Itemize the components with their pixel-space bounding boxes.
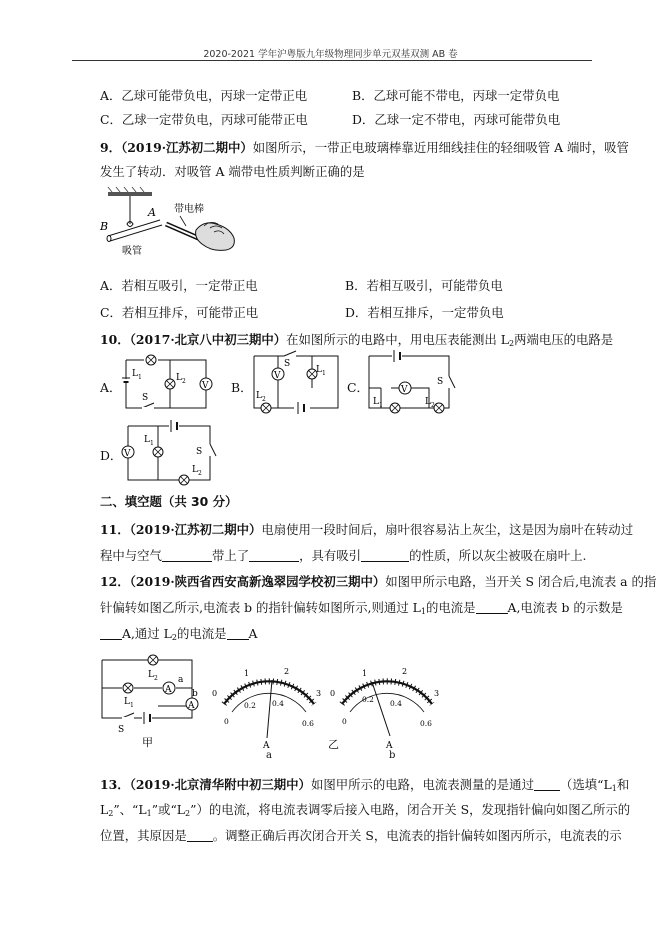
q12-meter-a <box>210 664 325 751</box>
svg-text:1: 1 <box>322 370 326 377</box>
q11-source: （2019·江苏初二期中） <box>129 522 262 537</box>
q9-stem-line1 <box>100 138 629 156</box>
svg-text:b: b <box>192 689 198 699</box>
q12-text-b: 的电流是 <box>425 600 476 615</box>
svg-text:0.2: 0.2 <box>362 695 374 704</box>
q11-blank-2[interactable] <box>249 549 299 562</box>
lamp-l1 <box>390 403 400 413</box>
svg-text:L: L <box>256 391 262 401</box>
q13-text-d: L <box>100 802 109 817</box>
q10-circuit-a <box>120 350 220 414</box>
voltmeter <box>399 382 411 395</box>
q10-label-d: D． <box>100 448 123 463</box>
q11-text-b: 带上了 <box>211 548 250 563</box>
svg-text:S: S <box>142 393 149 403</box>
svg-text:1: 1 <box>138 374 142 381</box>
switch-s <box>142 403 154 409</box>
lamp-l2 <box>261 403 271 413</box>
svg-text:V: V <box>274 371 281 381</box>
q10-circuit-d <box>118 418 218 484</box>
svg-text:a: a <box>178 675 184 685</box>
switch-s <box>209 444 216 456</box>
q13-text-a: 如图甲所示的电路，电流表测量的是通过 <box>310 777 534 792</box>
q11-text-d: 的性质，所以灰尘被吸在扇叶上. <box>409 548 587 563</box>
q11-stem-line1 <box>100 520 633 538</box>
q12-stem-line2 <box>100 598 623 616</box>
q10-label-b: B． <box>231 380 253 395</box>
svg-text:0: 0 <box>342 717 347 726</box>
lamp-l2 <box>148 655 158 665</box>
q12-text-c: A,电流表 b 的示数是 <box>507 600 623 615</box>
q10-circuit-b <box>250 350 342 414</box>
battery <box>169 420 179 432</box>
q9-number: 9． <box>100 140 122 155</box>
label-jia: 甲 <box>142 736 153 749</box>
q12-stem-line3 <box>100 624 257 642</box>
lamp-l2 <box>434 403 444 413</box>
svg-text:2: 2 <box>284 667 290 676</box>
q13-text-e: ”、“L <box>113 802 147 817</box>
meter-b-label: b <box>389 750 396 761</box>
svg-text:1: 1 <box>130 702 134 709</box>
straw <box>107 220 162 242</box>
svg-text:L: L <box>373 397 379 407</box>
ammeter-b <box>186 698 198 711</box>
svg-text:L: L <box>148 670 154 680</box>
svg-text:L: L <box>316 365 322 375</box>
q13-number: 13． <box>100 777 130 792</box>
q10-number: 10． <box>100 332 130 347</box>
svg-text:S: S <box>437 377 444 387</box>
q8-option-c: C．乙球一定带负电，丙球可能带正电 <box>100 112 308 127</box>
q9-option-d: D．若相互排斥，一定带负电 <box>345 305 504 320</box>
q12-blank-1[interactable] <box>476 601 508 614</box>
meter-a-label: a <box>266 750 272 761</box>
q12-text-e: 的电流是 <box>176 626 227 641</box>
q10-circuit-c <box>365 348 455 414</box>
label-rod: 带电棒 <box>174 204 204 215</box>
svg-text:A: A <box>188 701 195 711</box>
svg-text:L: L <box>192 465 198 475</box>
q10-stem <box>100 330 613 348</box>
section2-title: 二、填空题（共 30 分） <box>100 494 238 509</box>
svg-text:V: V <box>124 449 131 459</box>
q9-source: （2019·江苏初二期中） <box>121 140 253 155</box>
svg-text:0.4: 0.4 <box>390 699 402 708</box>
q10-label-a: A． <box>100 380 122 395</box>
svg-text:1: 1 <box>379 402 383 409</box>
svg-text:V: V <box>401 385 408 395</box>
svg-text:L: L <box>144 435 150 445</box>
svg-text:2: 2 <box>402 667 408 676</box>
q12-meter-b <box>328 664 443 751</box>
label-straw: 吸管 <box>122 246 142 257</box>
battery <box>392 350 402 362</box>
label-b: B <box>100 220 109 233</box>
q13-text-i: 。调整正确后再次闭合开关 S，电流表的指针偏转如图丙所示，电流表的示 <box>212 828 622 843</box>
q11-text-c: ，具有吸引 <box>299 548 362 563</box>
svg-text:0.6: 0.6 <box>302 719 314 728</box>
svg-text:0: 0 <box>224 717 229 726</box>
label-a: A <box>148 206 156 219</box>
q9-option-c: C．若相互排斥，可能带正电 <box>100 305 259 320</box>
svg-text:A: A <box>263 741 270 751</box>
q11-text-a: 程中与空气 <box>100 548 162 563</box>
q9-figure <box>100 190 260 260</box>
header-rule <box>72 60 592 61</box>
q13-stem-line3 <box>100 826 622 844</box>
svg-text:S: S <box>196 447 203 457</box>
svg-text:A: A <box>165 685 172 695</box>
svg-text:L: L <box>132 369 138 379</box>
q8-option-d: D．乙球一定不带电，丙球可能带负电 <box>352 112 561 127</box>
q13-text-g: ”）的电流，将电流表调零后接入电路，闭合开关 S，发现指针偏向如图乙所示的 <box>190 802 631 817</box>
q13-stem-line2: $L_2$”、“$L_1$”或“$L_2$”）的电流，将电流表调零后接入电路，闭合开关 S，发现指针偏向如图乙所示的 <box>100 802 631 818</box>
q12-stem-text: 如图甲所示电路，当开关 S 闭合后,电流表 a 的指 <box>385 574 657 589</box>
q12-text-d: A,通过 L <box>122 626 172 641</box>
svg-text:S: S <box>118 725 125 735</box>
voltmeter <box>272 368 284 381</box>
battery <box>142 712 152 724</box>
lamp-l2 <box>179 475 189 485</box>
needle <box>267 680 272 738</box>
svg-text:2: 2 <box>262 396 266 403</box>
q12-sub-1: 1 <box>420 607 426 616</box>
svg-text:L: L <box>176 373 182 383</box>
battery <box>295 402 309 414</box>
svg-text:1: 1 <box>244 669 250 678</box>
q13-stem-line1: 13．（2019·北京清华附中初三期中）如图甲所示的电路，电流表测量的是通过 （选填“$L_1$和 <box>100 777 630 793</box>
svg-text:0: 0 <box>330 689 336 698</box>
q12-figure-jia <box>100 650 210 750</box>
q10-stem-pre: 在如图所示的电路中，用电压表能测出 L <box>286 332 509 347</box>
q13-text-c: 和 <box>616 777 630 792</box>
svg-text:2: 2 <box>182 378 186 385</box>
q10-source: （2017·北京八中初三期中） <box>129 332 287 347</box>
charged-rod-with-hand <box>166 216 234 250</box>
q12-text-a: 针偏转如图乙所示,电流表 b 的指针偏转如图所示,则通过 L <box>100 600 421 615</box>
q10-label-c: C． <box>347 380 369 395</box>
svg-text:3: 3 <box>434 689 440 698</box>
lamp-l1 <box>123 683 133 693</box>
svg-text:0.4: 0.4 <box>272 699 284 708</box>
svg-text:2: 2 <box>154 675 158 682</box>
q9-stem-line2: 发生了转动．对吸管 A 端带电性质判断正确的是 <box>100 164 365 179</box>
q13-source: （2019·北京清华附中初三期中） <box>129 777 311 792</box>
page-header: 2020-2021 学年沪粤版九年级物理同步单元双基双测 AB 卷 <box>203 49 458 60</box>
switch-s <box>284 351 296 357</box>
q12-blank-3[interactable] <box>227 627 249 640</box>
q12-blank-2[interactable] <box>100 627 122 640</box>
q8-option-b: B．乙球可能不带电，丙球一定带负电 <box>352 88 560 103</box>
q8-option-a: A．乙球可能带负电，丙球一定带正电 <box>100 88 308 103</box>
q11-stem-text: 电扇使用一段时间后，扇叶很容易沾上灰尘，这是因为扇叶在转动过 <box>261 522 634 537</box>
q11-blank-3[interactable] <box>361 549 409 562</box>
q12-sub-2: 2 <box>171 633 177 642</box>
lamp-l1 <box>153 447 163 457</box>
q13-text-b: （选填“L <box>559 777 612 792</box>
lamp-l2 <box>165 379 175 389</box>
voltmeter <box>122 446 134 459</box>
label-yi: 乙 <box>328 738 339 751</box>
ammeter-a <box>163 682 175 695</box>
q13-blank-2[interactable] <box>187 829 213 842</box>
q11-number: 11． <box>100 522 130 537</box>
q10-stem-sub: 2 <box>508 339 515 348</box>
q12-number: 12． <box>100 574 130 589</box>
svg-text:2: 2 <box>431 402 435 409</box>
switch-s <box>122 713 134 719</box>
svg-text:0.2: 0.2 <box>244 701 256 710</box>
q9-stem-text: 如图所示，一带正电玻璃棒靠近用细线挂住的轻细吸管 A 端时，吸管 <box>252 140 629 155</box>
svg-text:0: 0 <box>212 689 218 698</box>
q12-stem-line1 <box>100 572 656 590</box>
svg-text:1: 1 <box>362 669 368 678</box>
svg-text:L: L <box>124 697 130 707</box>
svg-text:0.6: 0.6 <box>420 719 432 728</box>
svg-text:3: 3 <box>316 689 322 698</box>
q12-source: （2019·陕西省西安高新逸翠园学校初三期中） <box>129 574 386 589</box>
svg-text:A: A <box>386 741 393 751</box>
q12-text-f: A <box>248 626 258 641</box>
q9-option-b: B．若相互吸引，可能带负电 <box>345 278 503 293</box>
q13-text-h: 位置，其原因是 <box>100 828 187 843</box>
ceiling-support <box>108 192 152 196</box>
q9-option-a: A．若相互吸引，一定带正电 <box>100 278 258 293</box>
voltmeter <box>200 378 212 391</box>
switch-s <box>448 376 455 388</box>
svg-text:L: L <box>425 397 431 407</box>
svg-text:2: 2 <box>198 470 202 477</box>
svg-text:1: 1 <box>150 440 154 447</box>
svg-text:V: V <box>202 381 209 391</box>
q10-stem-post: 两端电压的电路是 <box>514 332 614 347</box>
q13-blank-1[interactable] <box>534 778 560 791</box>
q11-stem-line2 <box>100 546 587 564</box>
q11-blank-1[interactable] <box>162 549 212 562</box>
q13-text-f: ”或“L <box>151 802 186 817</box>
needle <box>372 682 390 736</box>
lamp-l1 <box>146 355 156 365</box>
svg-text:S: S <box>284 359 291 369</box>
